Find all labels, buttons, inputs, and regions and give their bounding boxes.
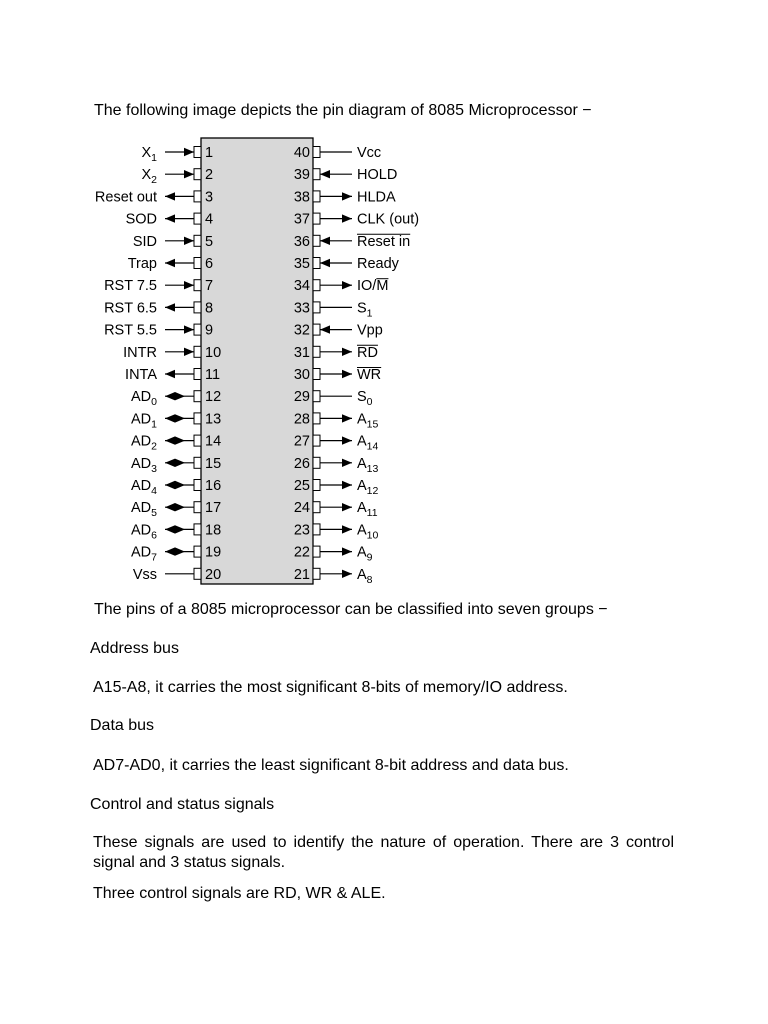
right-pin-23-label-subscript: 10 — [366, 529, 379, 542]
left-pin-19-label-main: AD — [131, 544, 152, 561]
left-pin-1-label-subscript: 1 — [151, 152, 157, 164]
right-pin-26-arrow — [342, 459, 352, 467]
left-pin-18-stub — [194, 524, 201, 535]
left-pin-11-label-main: INTA — [125, 367, 157, 383]
right-pin-32-label-main: Vpp — [357, 322, 383, 339]
left-pin-18-number: 18 — [205, 522, 222, 539]
left-pin-16-number: 16 — [205, 478, 222, 494]
control-status-description: These signals are used to identify the nature of operation. There are 3 control signal and 3 status signals. — [93, 834, 674, 871]
left-pin-3-number: 3 — [205, 189, 214, 206]
right-pin-25-arrow — [342, 481, 352, 489]
right-pin-33-label-main: S — [357, 300, 367, 317]
right-pin-37-number: 37 — [293, 211, 310, 228]
right-pin-23-label — [357, 522, 379, 541]
right-pin-40-label — [357, 145, 381, 161]
right-pin-23-stub — [313, 524, 320, 535]
right-pin-34-label — [357, 278, 388, 294]
left-pin-18-arrow-in — [175, 525, 185, 533]
right-pin-31-stub — [313, 346, 320, 357]
left-pin-6-arrow — [165, 259, 175, 267]
right-pin-39-stub — [313, 169, 320, 180]
right-pin-40-label-main: Vcc — [357, 145, 382, 161]
right-pin-36-label-main: Reset in — [357, 233, 411, 250]
left-pin-7-stub — [194, 280, 201, 291]
left-pin-12-label-subscript: 0 — [151, 396, 157, 409]
right-pin-33-label — [357, 300, 373, 319]
left-pin-4-number: 4 — [205, 211, 214, 228]
left-pin-8-number: 8 — [205, 300, 214, 317]
right-pin-39-label-main: HOLD — [357, 167, 398, 184]
left-pin-14-label-subscript: 2 — [151, 440, 157, 453]
right-pin-24-number: 24 — [293, 500, 310, 517]
left-pin-12-number: 12 — [205, 389, 222, 406]
left-pin-4-arrow — [165, 214, 175, 222]
left-pin-16-label-main: AD — [131, 478, 152, 494]
data-bus-heading: Data bus — [90, 717, 155, 734]
right-pin-27-label-main: A — [357, 433, 367, 450]
left-pin-9-label — [104, 323, 157, 339]
right-pin-26-label-subscript: 13 — [366, 462, 379, 475]
left-pin-3-label — [95, 189, 157, 205]
left-pin-2-number: 2 — [205, 167, 214, 184]
left-pin-2-stub — [194, 169, 201, 180]
left-pin-8-label — [104, 300, 157, 316]
left-pin-2-label-main: X — [141, 167, 152, 184]
right-pin-26-label-main: A — [357, 455, 367, 472]
left-pin-8-label-main: RST 6.5 — [104, 300, 157, 317]
left-pin-6-label — [128, 256, 157, 272]
address-bus-description: A15-A8, it carries the most significant 8-bits of memory/IO address. — [93, 679, 568, 696]
right-pin-34-arrow — [342, 281, 352, 289]
right-pin-32-stub — [313, 324, 320, 335]
right-pin-23-label-main: A — [357, 522, 367, 539]
right-pin-29-label-main: S — [357, 389, 367, 406]
right-pin-26-number: 26 — [293, 455, 310, 472]
left-pin-16-label — [131, 478, 157, 497]
right-pin-33-stub — [313, 302, 320, 313]
left-pin-4-label-main: SOD — [125, 211, 157, 228]
right-pin-27-arrow — [342, 436, 352, 444]
right-pin-25-label-main: A — [357, 478, 367, 494]
left-pin-16-arrow-out — [165, 481, 175, 489]
right-pin-22-number: 22 — [293, 544, 310, 561]
left-pin-3-stub — [194, 191, 201, 202]
right-pin-30-number: 30 — [293, 367, 310, 383]
right-pin-34-number: 34 — [293, 278, 310, 295]
right-pin-22-stub — [313, 546, 320, 557]
right-pin-30-label — [357, 367, 381, 383]
right-pin-26-stub — [313, 457, 320, 468]
left-pin-13-label-main: AD — [131, 411, 152, 428]
right-pin-36-arrow — [320, 237, 330, 245]
right-pin-37-label — [357, 212, 419, 228]
right-pin-21-arrow — [342, 570, 352, 578]
control-status-heading: Control and status signals — [90, 796, 275, 813]
right-pin-28-arrow — [342, 414, 352, 422]
left-pin-15-arrow-in — [175, 459, 185, 467]
right-pin-21-label-subscript: 8 — [366, 573, 373, 586]
classify-text: The pins of a 8085 microprocessor can be classified into seven groups − — [94, 601, 608, 618]
right-pin-29-number: 29 — [293, 389, 310, 406]
left-pin-1-number: 1 — [205, 145, 214, 161]
left-pin-11-arrow — [165, 370, 175, 378]
left-pin-19-arrow-in — [175, 547, 185, 555]
left-pin-1-stub — [194, 147, 201, 158]
left-pin-19-arrow-out — [165, 547, 175, 555]
right-pin-33-number: 33 — [293, 300, 310, 317]
left-pin-5-label — [133, 234, 157, 250]
left-pin-15-label — [131, 456, 157, 475]
left-pin-13-number: 13 — [205, 411, 222, 428]
right-pin-24-stub — [313, 502, 320, 513]
left-pin-16-arrow-in — [175, 481, 185, 489]
right-pin-36-stub — [313, 235, 320, 246]
right-pin-31-arrow — [342, 348, 352, 356]
left-pin-7-number: 7 — [205, 278, 214, 295]
left-pin-5-label-main: SID — [132, 233, 157, 250]
right-pin-34-label-main: IO/M — [357, 278, 389, 295]
left-pin-9-label-main: RST 5.5 — [104, 322, 157, 339]
address-bus-heading: Address bus — [90, 640, 179, 657]
right-pin-25-label-subscript: 12 — [366, 485, 379, 497]
right-pin-27-number: 27 — [293, 433, 310, 450]
left-pin-14-arrow-in — [175, 436, 185, 444]
left-pin-6-number: 6 — [205, 256, 214, 272]
left-pin-16-label-subscript: 4 — [151, 485, 157, 497]
left-pin-13-arrow-out — [165, 414, 175, 422]
right-pin-30-stub — [313, 369, 320, 380]
left-pin-20-label — [133, 567, 157, 583]
left-pin-13-arrow-in — [175, 414, 185, 422]
left-pin-19-label — [131, 545, 157, 564]
right-pin-24-label — [357, 500, 378, 519]
left-pin-15-stub — [194, 457, 201, 468]
right-pin-40-number: 40 — [293, 145, 310, 161]
right-pin-29-label-subscript: 0 — [366, 396, 373, 409]
left-pin-19-stub — [194, 546, 201, 557]
left-pin-8-stub — [194, 302, 201, 313]
right-pin-35-arrow — [320, 259, 330, 267]
right-pin-25-number: 25 — [293, 478, 310, 494]
left-pin-5-arrow — [184, 237, 194, 245]
right-pin-27-stub — [313, 435, 320, 446]
right-pin-31-number: 31 — [293, 344, 310, 361]
left-pin-9-stub — [194, 324, 201, 335]
left-pin-18-arrow-out — [165, 525, 175, 533]
right-pin-36-number: 36 — [293, 233, 310, 250]
left-pin-17-number: 17 — [205, 500, 222, 517]
left-pin-9-arrow — [184, 325, 194, 333]
left-pin-18-label — [131, 522, 157, 541]
right-pin-32-label — [357, 323, 383, 339]
left-pin-17-arrow-out — [165, 503, 175, 511]
right-pin-28-number: 28 — [293, 411, 310, 428]
left-pin-14-arrow-out — [165, 436, 175, 444]
left-pin-12-stub — [194, 391, 201, 402]
intro-text: The following image depicts the pin diagram of 8085 Microprocessor − — [94, 102, 592, 119]
left-pin-4-label — [126, 212, 157, 228]
right-pin-33-label-subscript: 1 — [366, 307, 373, 320]
right-pin-31-label — [357, 345, 378, 361]
right-pin-22-label-subscript: 9 — [366, 551, 373, 564]
right-pin-28-label-subscript: 15 — [366, 418, 379, 431]
right-pin-32-number: 32 — [293, 322, 310, 339]
left-pin-1-arrow — [184, 148, 194, 156]
right-pin-38-stub — [313, 191, 320, 202]
right-pin-38-arrow — [342, 192, 352, 200]
right-pin-35-stub — [313, 258, 320, 269]
right-pin-37-stub — [313, 213, 320, 224]
right-pin-26-label — [357, 456, 379, 475]
right-pin-21-number: 21 — [293, 566, 310, 583]
left-pin-5-number: 5 — [205, 233, 214, 250]
right-pin-30-label-main: WR — [357, 367, 382, 383]
left-pin-7-arrow — [184, 281, 194, 289]
right-pin-21-label — [357, 567, 373, 586]
right-pin-39-label — [357, 167, 397, 183]
right-pin-32-arrow — [320, 325, 330, 333]
left-pin-15-label-subscript: 3 — [151, 462, 157, 475]
left-pin-4-stub — [194, 213, 201, 224]
right-pin-39-arrow — [320, 170, 330, 178]
right-pin-22-arrow — [342, 547, 352, 555]
right-pin-24-label-subscript: 11 — [366, 507, 378, 520]
left-pin-10-label-main: INTR — [123, 344, 157, 361]
right-pin-24-arrow — [342, 503, 352, 511]
left-pin-17-arrow-in — [175, 503, 185, 511]
right-pin-28-label-main: A — [357, 411, 367, 428]
right-pin-25-stub — [313, 480, 320, 491]
right-pin-24-label-main: A — [357, 500, 367, 517]
right-pin-21-label-main: A — [357, 566, 367, 583]
left-pin-10-arrow — [184, 348, 194, 356]
left-pin-17-label-main: AD — [131, 500, 152, 517]
right-pin-28-label — [357, 411, 379, 430]
left-pin-11-number: 11 — [205, 367, 221, 383]
right-pin-38-label-main: HLDA — [357, 189, 396, 206]
left-pin-7-label-main: RST 7.5 — [104, 278, 157, 295]
right-pin-31-label-main: RD — [357, 344, 378, 361]
right-pin-22-label-main: A — [357, 544, 367, 561]
left-pin-10-number: 10 — [205, 344, 222, 361]
left-pin-11-stub — [194, 369, 201, 380]
left-pin-17-label-subscript: 5 — [151, 507, 157, 520]
right-pin-40-stub — [313, 147, 320, 158]
left-pin-2-label-subscript: 2 — [151, 174, 157, 187]
right-pin-23-arrow — [342, 525, 352, 533]
left-pin-19-number: 19 — [205, 544, 222, 561]
left-pin-15-arrow-out — [165, 459, 175, 467]
left-pin-7-label — [104, 278, 157, 294]
left-pin-14-stub — [194, 435, 201, 446]
right-pin-29-label — [357, 389, 373, 408]
left-pin-14-number: 14 — [205, 433, 222, 450]
right-pin-30-arrow — [342, 370, 352, 378]
left-pin-5-stub — [194, 235, 201, 246]
left-pin-13-label-subscript: 1 — [151, 418, 157, 431]
right-pin-23-number: 23 — [293, 522, 310, 539]
left-pin-20-stub — [194, 568, 201, 579]
left-pin-10-stub — [194, 346, 201, 357]
left-pin-13-label — [131, 411, 157, 430]
right-pin-34-stub — [313, 280, 320, 291]
left-pin-1-label — [141, 145, 157, 164]
data-bus-description: AD7-AD0, it carries the least significant 8-bit address and data bus. — [93, 757, 569, 774]
left-pin-19-label-subscript: 7 — [151, 551, 157, 564]
right-pin-37-label-main: CLK (out) — [357, 211, 420, 228]
left-pin-12-arrow-in — [175, 392, 185, 400]
left-pin-2-label — [141, 167, 157, 186]
left-pin-6-stub — [194, 258, 201, 269]
right-pin-38-label — [357, 189, 396, 205]
left-pin-11-label — [125, 367, 157, 383]
right-pin-39-number: 39 — [293, 167, 310, 184]
left-pin-2-arrow — [184, 170, 194, 178]
right-pin-21-stub — [313, 568, 320, 579]
right-pin-25-label — [357, 478, 379, 497]
left-pin-12-label — [131, 389, 157, 408]
left-pin-3-label-main: Reset out — [94, 189, 157, 206]
left-pin-16-stub — [194, 480, 201, 491]
right-pin-27-label — [357, 434, 379, 453]
left-pin-1-label-main: X — [141, 145, 152, 161]
control-signals-list: Three control signals are RD, WR & ALE. — [93, 885, 386, 902]
right-pin-37-arrow — [342, 214, 352, 222]
left-pin-8-arrow — [165, 303, 175, 311]
left-pin-12-label-main: AD — [131, 389, 152, 406]
left-pin-20-label-main: Vss — [132, 566, 157, 583]
right-pin-29-stub — [313, 391, 320, 402]
left-pin-17-label — [131, 500, 157, 519]
right-pin-35-label-main: Ready — [357, 256, 399, 272]
right-pin-38-number: 38 — [293, 189, 310, 206]
right-pin-35-label — [357, 256, 400, 272]
left-pin-18-label-subscript: 6 — [151, 529, 157, 542]
left-pin-15-number: 15 — [205, 455, 222, 472]
left-pin-20-number: 20 — [205, 566, 222, 583]
left-pin-14-label — [131, 434, 157, 453]
right-pin-36-label — [357, 234, 410, 250]
left-pin-14-label-main: AD — [131, 433, 152, 450]
left-pin-17-stub — [194, 502, 201, 513]
left-pin-18-label-main: AD — [131, 522, 152, 539]
right-pin-28-stub — [313, 413, 320, 424]
left-pin-13-stub — [194, 413, 201, 424]
right-pin-27-label-subscript: 14 — [366, 440, 379, 453]
left-pin-6-label-main: Trap — [127, 256, 157, 272]
right-pin-35-number: 35 — [293, 256, 310, 272]
left-pin-3-arrow — [165, 192, 175, 200]
left-pin-12-arrow-out — [165, 392, 175, 400]
left-pin-10-label — [123, 345, 157, 361]
right-pin-22-label — [357, 545, 373, 564]
left-pin-15-label-main: AD — [131, 455, 152, 472]
left-pin-9-number: 9 — [205, 322, 214, 339]
